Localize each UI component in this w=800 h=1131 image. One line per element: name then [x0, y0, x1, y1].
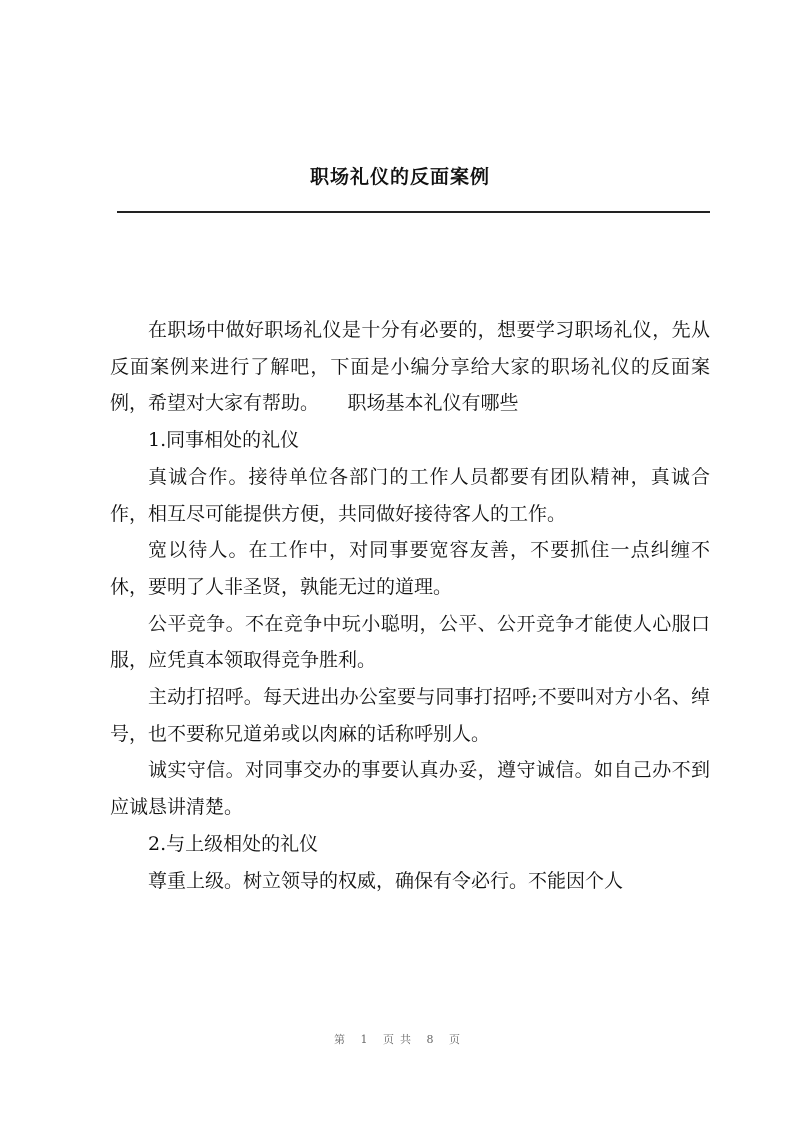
- document-body: [110, 312, 710, 899]
- document-title: 职场礼仪的反面案例: [309, 166, 490, 188]
- paragraph-greeting: 主动打招呼。每天进出办公室要与同事打招呼;不要叫对方小名、绰号，也不要称兄道弟或以肉麻的话称呼别人。: [110, 686, 710, 745]
- page-number-footer: 第 1 页共 8 页: [334, 1033, 466, 1046]
- paragraph-tolerance: 宽以待人。在工作中，对同事要宽容友善，不要抓住一点纠缠不休，要明了人非圣贤，孰能无过的道理。: [110, 539, 710, 598]
- title-divider: [117, 211, 710, 213]
- intro-paragraph: 在职场中做好职场礼仪是十分有必要的，想要学习职场礼仪，先从反面案例来进行了解吧，下面是小编分享给大家的职场礼仪的反面案例，希望对大家有帮助。 职场基本礼仪有哪些: [110, 319, 710, 415]
- section-heading-colleagues: 1.同事相处的礼仪: [148, 429, 300, 452]
- paragraph-sincere-cooperation: 真诚合作。接待单位各部门的工作人员都要有团队精神，真诚合作，相互尽可能提供方便，共同做好接待客人的工作。: [110, 465, 710, 525]
- section-heading-superiors: 2.与上级相处的礼仪: [148, 832, 319, 855]
- paragraph-respect-superiors: 尊重上级。树立领导的权威，确保有令必行。不能因个人: [148, 869, 624, 892]
- paragraph-honesty: 诚实守信。对同事交办的事要认真办妥，遵守诚信。如自己办不到应诚恳讲清楚。: [110, 759, 710, 819]
- paragraph-fair-competition: 公平竞争。不在竞争中玩小聪明，公平、公开竞争才能使人心服口服，应凭真本领取得竞争胜利。: [110, 612, 710, 672]
